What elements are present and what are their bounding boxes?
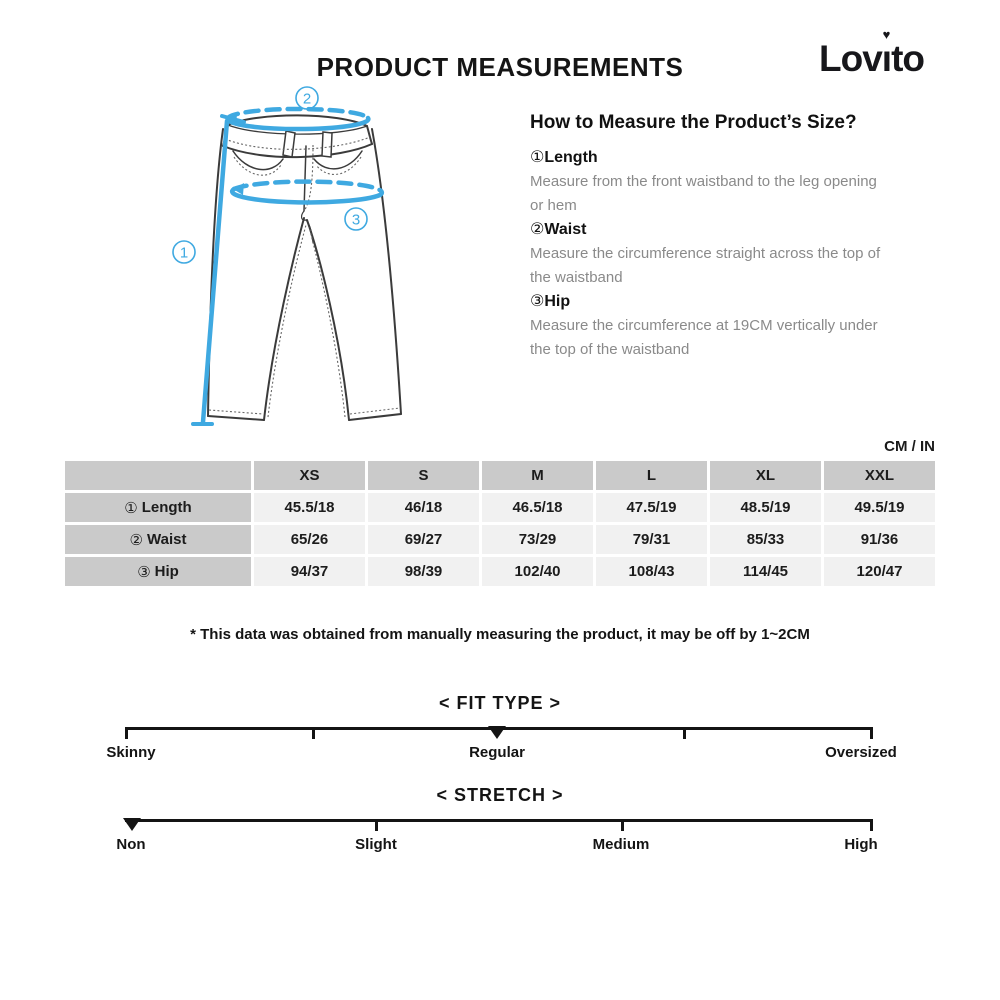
measurement-annotations	[173, 87, 382, 424]
table-cell: 114/45	[710, 557, 821, 586]
footnote: * This data was obtained from manually measuring the product, it may be off by 1~2CM	[190, 626, 810, 643]
scale-tick	[870, 822, 873, 831]
table-cell: 79/31	[596, 525, 707, 554]
circled-number: ①	[530, 149, 545, 166]
scale-tick	[870, 730, 873, 739]
table-header-s: S	[368, 461, 479, 490]
circled-number: ③	[530, 293, 545, 310]
table-header-xxl: XXL	[824, 461, 935, 490]
row-label-hip	[65, 557, 251, 586]
table-cell: 73/29	[482, 525, 593, 554]
how-to-item-length	[530, 146, 940, 218]
stretch-label-slight: Slight	[355, 836, 397, 853]
table-cell: 120/47	[824, 557, 935, 586]
table-cell: 85/33	[710, 525, 821, 554]
how-to-item-desc: Measure the circumference at 19CM vertically under the top of the waistband	[530, 317, 878, 358]
table-header-xl: XL	[710, 461, 821, 490]
stretch-scale-line	[125, 819, 873, 822]
fit-type-label-skinny: Skinny	[106, 744, 156, 761]
callout-2	[296, 87, 318, 109]
table-cell: 48.5/19	[710, 493, 821, 522]
how-to-item-desc: Measure from the front waistband to the leg opening or hem	[530, 173, 877, 214]
table-cell: 49.5/19	[824, 493, 935, 522]
table-cell: 91/36	[824, 525, 935, 554]
how-to-heading: How to Measure the Product’s Size?	[530, 112, 857, 133]
pants-diagram	[170, 85, 490, 445]
fit-type-scale-line	[125, 727, 873, 730]
how-to-item-label	[530, 146, 940, 170]
stretch-label-medium: Medium	[592, 836, 650, 853]
table-header-l: L	[596, 461, 707, 490]
how-to-item-desc: Measure the circumference straight across the top of the waistband	[530, 245, 881, 286]
brand-logo-part: ı	[881, 38, 892, 79]
brand-logo	[819, 27, 924, 80]
circled-number: ②	[530, 221, 545, 238]
stretch-title: < STRETCH >	[436, 785, 564, 805]
brand-logo-i	[881, 27, 892, 80]
table-corner-cell	[65, 461, 251, 490]
fit-type-marker	[488, 726, 506, 739]
fit-type-label-regular: Regular	[469, 744, 525, 761]
circled-number: ①	[124, 499, 138, 517]
heart-icon: ♥	[882, 27, 891, 42]
scale-tick	[621, 822, 624, 831]
how-to-item-label	[530, 290, 940, 314]
table-cell: 108/43	[596, 557, 707, 586]
how-to-section	[530, 112, 940, 362]
table-header-xs: XS	[254, 461, 365, 490]
callout-1-number: 1	[179, 244, 189, 262]
table-cell: 102/40	[482, 557, 593, 586]
how-to-item-title: Waist	[544, 221, 587, 238]
how-to-item-waist	[530, 218, 940, 290]
unit-label: CM / IN	[884, 438, 935, 455]
how-to-item-hip	[530, 290, 940, 362]
scale-tick	[375, 822, 378, 831]
hip-measure-ellipse	[232, 182, 382, 203]
table-header-m: M	[482, 461, 593, 490]
table-cell: 65/26	[254, 525, 365, 554]
scale-tick	[312, 730, 315, 739]
table-cell: 46/18	[368, 493, 479, 522]
table-cell: 47.5/19	[596, 493, 707, 522]
stretch-label-non: Non	[116, 836, 146, 853]
callout-3	[345, 208, 367, 230]
how-to-item-title: Length	[544, 149, 598, 166]
row-label-text: Length	[141, 499, 192, 516]
fit-type-title: < FIT TYPE >	[438, 693, 562, 713]
table-cell: 98/39	[368, 557, 479, 586]
brand-logo-part: Lov	[819, 38, 882, 79]
table-cell: 94/37	[254, 557, 365, 586]
fit-type-label-oversized: Oversized	[825, 744, 897, 761]
callout-3-number: 3	[351, 211, 361, 229]
callout-2-number: 2	[302, 90, 312, 108]
table-cell: 69/27	[368, 525, 479, 554]
circled-number: ③	[137, 563, 151, 581]
table-cell: 46.5/18	[482, 493, 593, 522]
scale-tick	[125, 730, 128, 739]
how-to-item-label	[530, 218, 940, 242]
row-label-waist	[65, 525, 251, 554]
page-title: PRODUCT MEASUREMENTS	[316, 52, 684, 82]
row-label-text: Hip	[154, 563, 179, 580]
circled-number: ②	[129, 531, 143, 549]
table-cell: 45.5/18	[254, 493, 365, 522]
brand-logo-part: to	[891, 38, 924, 79]
callout-1	[173, 241, 195, 263]
stretch-label-high: High	[844, 836, 878, 853]
scale-tick	[683, 730, 686, 739]
row-label-length	[65, 493, 251, 522]
how-to-item-title: Hip	[544, 293, 571, 310]
stretch-marker	[123, 818, 141, 831]
size-table	[65, 461, 935, 586]
row-label-text: Waist	[147, 531, 187, 548]
